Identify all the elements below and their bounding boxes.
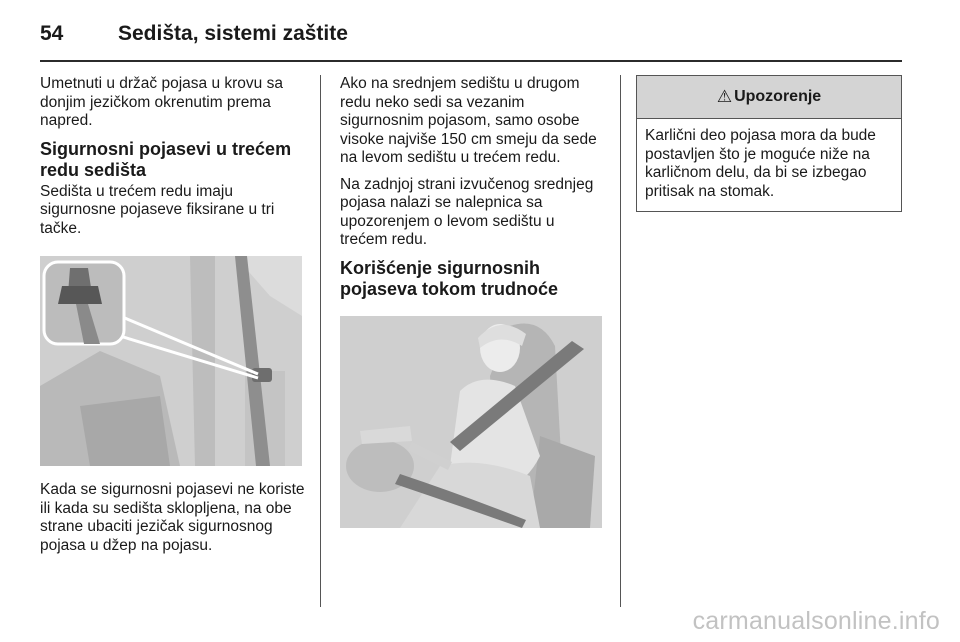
header-divider (40, 60, 902, 62)
page-number: 54 (40, 22, 64, 45)
warning-triangle-icon: ⚠ (716, 87, 733, 106)
site-watermark: carmanualsonline.info (692, 607, 940, 635)
warning-box (636, 75, 902, 212)
section-heading-third-row: Sigurnosni pojasevi u trećem redu sedišta (40, 138, 292, 180)
pregnancy-seatbelt-illustration (340, 316, 602, 528)
paragraph-three-point-belts: Sedišta u trećem redu imaju sigurnosne pojaseve fiksirane u tri tačke. (40, 182, 275, 237)
section-heading-pregnancy: Korišćenje sigurnosnih pojaseva tokom trudnoće (340, 257, 559, 299)
warning-body (637, 119, 901, 211)
paragraph-height-restriction: Ako na srednjem sedištu u drugom redu neko sedi sa vezanim sigurnosnim pojasom, samo osobe visoke najviše 150 cm smeju da sede na levom sedištu u trećem redu. (340, 75, 597, 166)
column-divider-1 (320, 75, 321, 607)
column-3 (636, 75, 902, 212)
third-row-seatbelt-illustration (40, 256, 302, 466)
page-header (40, 18, 902, 58)
column-1 (40, 75, 308, 563)
paragraph-stowing-belts: Kada se sigurnosni pojasevi ne koriste ili kada su sedišta sklopljena, na obe strane ubaciti jezičak sigurnosnog pojasa u džep na pojasu. (40, 481, 305, 554)
paragraph-warning-label: Na zadnjoj strani izvučenog srednjeg pojasa nalazi se nalepnica sa upozorenjem o levom sedištu u trećem redu. (340, 175, 594, 248)
column-2 (340, 75, 605, 543)
warning-text: Karlični deo pojasa mora da bude postavljen što je moguće niže na karličnom delu, da bi se izbegao pritisak na stomak. (645, 127, 876, 200)
warning-header (637, 76, 901, 119)
paragraph-belt-holder: Umetnuti u držač pojasa u krovu sa donjim jezičkom okrenutim prema napred. (40, 75, 283, 129)
page-title: Sedišta, sistemi zaštite (118, 22, 348, 45)
column-divider-2 (620, 75, 621, 607)
warning-title: Upozorenje (734, 88, 822, 105)
